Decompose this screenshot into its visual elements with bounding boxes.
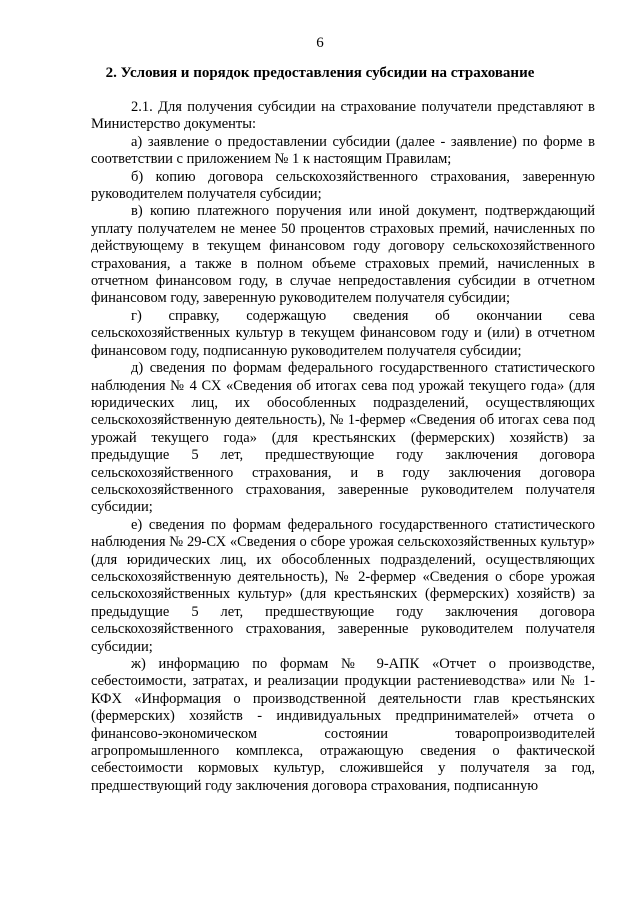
- paragraph-item-v: в) копию платежного поручения или иной документ, подтверждающий уплату получателем не менее 50 процентов страховых премий, начисленных по действующему в текущем финансовом году договору сельскохозяйственного страхования, а также в полном объеме страховых премий, начисленных в отчетном финансовом году, в случае непредоставления субсидии в отчетном финансовом году, заверенную руководителем получателя субсидии;: [91, 203, 595, 307]
- paragraph-2-1: 2.1. Для получения субсидии на страхование получатели представляют в Министерство документы:: [91, 99, 595, 133]
- paragraph-item-e: е) сведения по формам федерального государственного статистического наблюдения № 29-СХ «Сведения о сборе урожая сельскохозяйственных культур» (для юридических лиц, их обособленных подразделений, осуществляющих сельскохозяйственную деятельность), № 2-фермер «Сведения о сборе урожая сельскохозяйственных культур» (для крестьянских (фермерских) хозяйств) за предыдущие 5 лет, предшествующие году заключения договора сельскохозяйственного страхования, заверенные руководителем получателя субсидии;: [91, 516, 595, 655]
- document-body: [91, 99, 595, 795]
- paragraph-item-g: г) справку, содержащую сведения об окончании сева сельскохозяйственных культур в текущем финансовом году и (или) в отчетном финансовом году, подписанную руководителем получателя субсидии;: [91, 307, 595, 359]
- paragraph-item-b: б) копию договора сельскохозяйственного страхования, заверенную руководителем получателя субсидии;: [91, 168, 595, 203]
- paragraph-item-zh: ж) информацию по формам № 9-АПК «Отчет о производстве, себестоимости, затратах, и реализации продукции растениеводства» или № 1-КФХ «Информация о производственной деятельности глав крестьянских (фермерских) хозяйств - индивидуальных предпринимателей» отчета о финансово-экономическом состоянии товаропроизводителей агропромышленного комплекса, отражающую сведения о фактической себестоимости кормовых культур, сложившейся у получателя за год, предшествующий году заключения договора страхования, подписанную: [91, 656, 595, 794]
- paragraph-item-d: д) сведения по формам федерального государственного статистического наблюдения № 4 СХ «Сведения об итогах сева под урожай текущего года» (для юридических лиц, их обособленных подразделений, осуществляющих сельскохозяйственную деятельность), № 1-фермер «Сведения об итогах сева под урожай текущего года» (для крестьянских (фермерских) хозяйств) за предыдущие 5 лет, предшествующие году заключения договора сельскохозяйственного страхования, и в году заключения договора сельскохозяйственного страхования, заверенные руководителем получателя субсидии;: [91, 360, 595, 516]
- page-number: 6: [316, 35, 324, 51]
- section-heading: 2. Условия и порядок предоставления субсидии на страхование: [105, 65, 535, 81]
- paragraph-item-a: а) заявление о предоставлении субсидии (далее - заявление) по форме в соответствии с приложением № 1 к настоящим Правилам;: [91, 133, 595, 168]
